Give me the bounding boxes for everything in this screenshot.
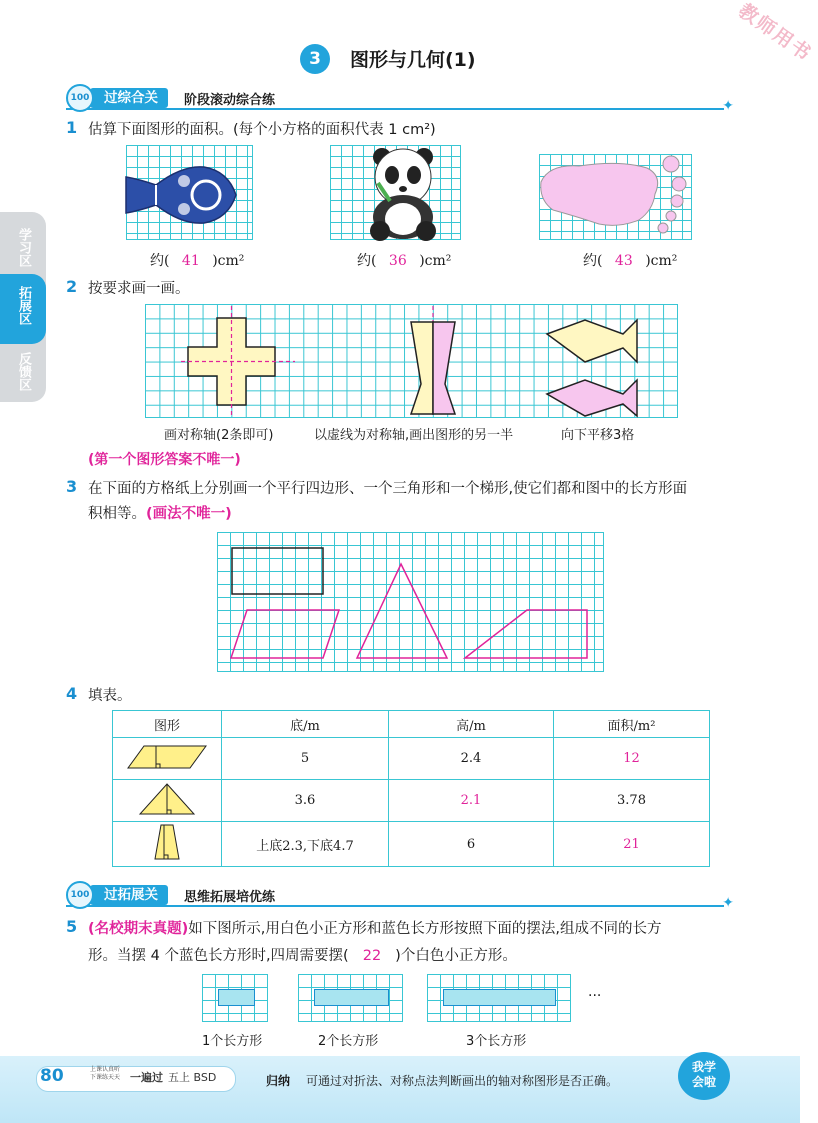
section-label: 过综合关 bbox=[90, 88, 168, 108]
section-header-extension bbox=[66, 883, 734, 911]
q5-number: 5 bbox=[66, 917, 78, 936]
chapter-badge: 3 bbox=[300, 44, 330, 74]
blue-rectangle bbox=[314, 989, 389, 1006]
q5-caption-2: 2个长方形 bbox=[318, 1034, 379, 1049]
teacher-edition-stamp: 教师用书 bbox=[734, 0, 816, 66]
side-tab-expand[interactable]: 拓展区 bbox=[16, 286, 31, 325]
q4-text: 填表。 bbox=[88, 688, 132, 704]
side-tab-feedback[interactable]: 反馈区 bbox=[16, 352, 31, 391]
q5-caption-1: 1个长方形 bbox=[202, 1034, 263, 1049]
table-row: 3.6 2.1 3.78 bbox=[113, 780, 710, 822]
table-header: 图形 bbox=[113, 711, 222, 738]
q1-answer-3: 约( 43 )cm² bbox=[583, 253, 678, 269]
side-tab-learn[interactable]: 学习区 bbox=[16, 228, 31, 267]
q2-caption-3: 向下平移3格 bbox=[561, 428, 635, 443]
grade-label: 五上 BSD bbox=[168, 1071, 217, 1084]
table-row: 上底2.3,下底4.7 6 21 bbox=[113, 822, 710, 867]
q2-text: 按要求画一画。 bbox=[88, 281, 190, 297]
q2-caption-1: 画对称轴(2条即可) bbox=[164, 428, 274, 443]
star-icon: ✦ bbox=[722, 895, 734, 911]
table-header: 面积/m² bbox=[554, 711, 710, 738]
q4-number: 4 bbox=[66, 684, 78, 703]
q3-text-line2: 积相等。(画法不唯一) bbox=[88, 506, 232, 522]
q1-answer-2: 约( 36 )cm² bbox=[357, 253, 452, 269]
continuation-ellipsis: ... bbox=[588, 984, 602, 1000]
mascot-text: 我学会啦 bbox=[691, 1060, 716, 1089]
page-number: 80 bbox=[40, 1066, 64, 1086]
brand-name: 一遍过 bbox=[130, 1071, 163, 1084]
blue-rectangle bbox=[218, 989, 255, 1006]
triangle-shape bbox=[113, 780, 222, 822]
q2-note: (第一个图形答案不唯一) bbox=[88, 452, 241, 468]
q5-text-line1: (名校期末真题)如下图所示,用白色小正方形和蓝色长方形按照下面的摆法,组成不同的长方 bbox=[88, 921, 662, 937]
vase-figure bbox=[126, 145, 253, 240]
q5-text-line2: 形。当摆 4 个蓝色长方形时,四周需要摆( 22 )个白色小正方形。 bbox=[88, 948, 517, 964]
section-label: 过拓展关 bbox=[90, 885, 168, 905]
q2-figures bbox=[145, 304, 678, 418]
score-100-icon: 100 bbox=[66, 84, 94, 112]
q3-figures bbox=[217, 532, 604, 672]
table-header: 底/m bbox=[222, 711, 389, 738]
q1-answer-1: 约( 41 )cm² bbox=[150, 253, 245, 269]
q2-number: 2 bbox=[66, 277, 78, 296]
blue-rectangle bbox=[443, 989, 556, 1006]
section-header-comprehensive bbox=[66, 86, 734, 114]
table-row: 5 2.4 12 bbox=[113, 738, 710, 780]
q3-number: 3 bbox=[66, 477, 78, 496]
fill-table bbox=[112, 710, 710, 867]
table-header: 高/m bbox=[389, 711, 554, 738]
page-title: 图形与几何(1) bbox=[350, 49, 476, 71]
tip-text: 可通过对折法、对称点法判断画出的轴对称图形是否正确。 bbox=[306, 1074, 619, 1088]
trapezoid-shape bbox=[113, 822, 222, 867]
q1-number: 1 bbox=[66, 118, 78, 137]
q3-text-line1: 在下面的方格纸上分别画一个平行四边形、一个三角形和一个梯形,使它们都和图中的长方形面 bbox=[88, 481, 688, 497]
star-icon: ✦ bbox=[722, 98, 734, 114]
q1-text: 估算下面图形的面积。(每个小方格的面积代表 1 cm²) bbox=[88, 122, 436, 138]
section-subtitle: 思维拓展培优练 bbox=[184, 890, 276, 905]
brand-slogan: 上课认真听 下课练天天 bbox=[90, 1066, 121, 1081]
q5-caption-3: 3个长方形 bbox=[466, 1034, 527, 1049]
footprint-figure bbox=[539, 154, 692, 240]
q2-caption-2: 以虚线为对称轴,画出图形的另一半 bbox=[314, 428, 514, 443]
panda-figure bbox=[330, 145, 461, 240]
score-100-icon: 100 bbox=[66, 881, 94, 909]
section-subtitle: 阶段滚动综合练 bbox=[184, 93, 276, 108]
parallelogram-shape bbox=[113, 738, 222, 780]
tip-label: 归纳 bbox=[266, 1074, 291, 1088]
